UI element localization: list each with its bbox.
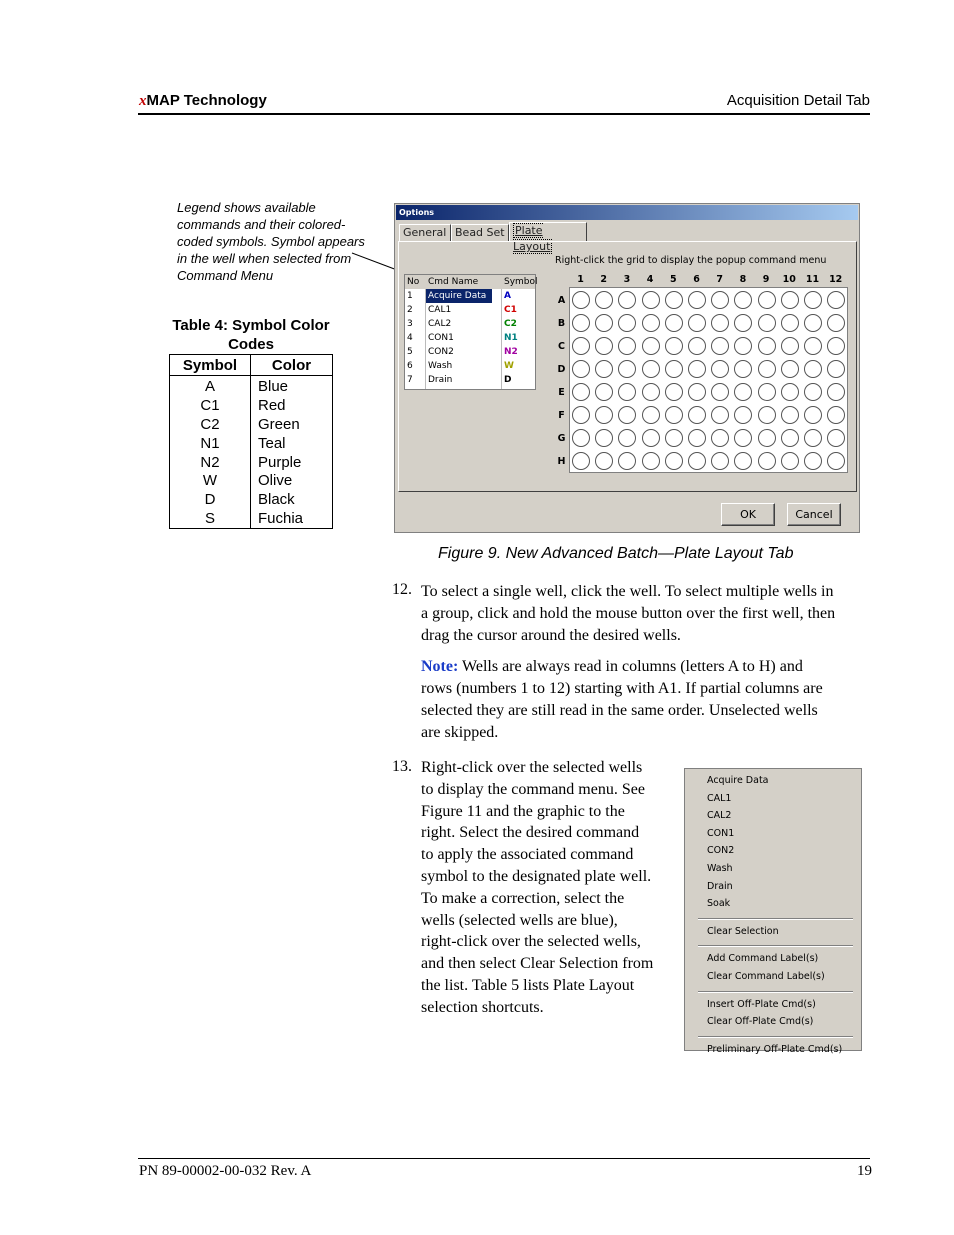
plate-well[interactable] <box>688 406 706 424</box>
plate-well[interactable] <box>804 337 822 355</box>
plate-well[interactable] <box>688 314 706 332</box>
plate-well[interactable] <box>642 429 660 447</box>
command-name: Acquire Data <box>426 289 492 303</box>
command-name: CON2 <box>428 347 454 357</box>
command-number: 7 <box>407 375 413 385</box>
note-line <box>421 678 823 700</box>
color-cell: Fuchia <box>258 509 304 527</box>
table-row <box>170 416 333 435</box>
plate-well[interactable] <box>642 452 660 470</box>
command-number: 2 <box>407 305 413 315</box>
command-symbol: N1 <box>504 333 518 343</box>
color-cell: Purple <box>258 453 302 471</box>
plate-well[interactable] <box>758 452 776 470</box>
text-line: selection shortcuts. <box>421 998 544 1016</box>
plate-well[interactable] <box>804 314 822 332</box>
command-number: 6 <box>407 361 413 371</box>
plate-column-header[interactable]: 1 <box>577 274 584 285</box>
command-symbol: N2 <box>504 347 518 357</box>
command-number: 4 <box>407 333 413 343</box>
command-number: 1 <box>407 291 413 301</box>
plate-row-header[interactable]: B <box>557 318 566 329</box>
table-row <box>170 376 333 397</box>
command-legend-list[interactable] <box>404 274 536 390</box>
plate-well[interactable] <box>804 360 822 378</box>
command-symbol: W <box>504 361 514 371</box>
menu-item[interactable]: CON2 <box>707 845 735 857</box>
plate-column-header[interactable]: 9 <box>762 274 770 285</box>
plate-well[interactable] <box>642 383 660 401</box>
text-line: a group, click and hold the mouse button over the first well, then <box>421 605 836 622</box>
command-number: 3 <box>407 319 413 329</box>
plate-well[interactable] <box>758 406 776 424</box>
table-row <box>170 453 333 472</box>
note-paragraph <box>421 656 823 744</box>
note-line <box>421 700 823 722</box>
command-name: CAL1 <box>428 305 452 315</box>
tab-general[interactable]: General <box>399 224 451 241</box>
note-text: rows (numbers 1 to 12) starting with A1. If partial columns are <box>421 680 823 697</box>
tab-bead-set[interactable]: Bead Set <box>451 224 509 241</box>
plate-well[interactable] <box>665 406 683 424</box>
plate-grid-background <box>569 287 848 473</box>
plate-well[interactable] <box>688 383 706 401</box>
command-list-row[interactable] <box>405 345 535 359</box>
text-line: symbol to the designated plate well. <box>421 867 652 885</box>
plate-well[interactable] <box>804 406 822 424</box>
symbol-cell: N1 <box>170 434 251 453</box>
command-list-row[interactable] <box>405 289 535 303</box>
menu-item[interactable]: Wash <box>707 863 733 874</box>
menu-item[interactable]: Clear Command Label(s) <box>707 971 825 982</box>
list-header-cmd-name: Cmd Name <box>428 277 479 287</box>
plate-row-header[interactable]: A <box>557 295 566 306</box>
plate-well[interactable] <box>572 452 590 470</box>
ok-button[interactable]: OK <box>721 503 775 526</box>
symbol-cell: N2 <box>170 453 251 472</box>
command-list-row[interactable] <box>405 317 535 331</box>
plate-well[interactable] <box>665 452 683 470</box>
plate-well[interactable] <box>642 360 660 378</box>
menu-separator <box>698 991 853 993</box>
menu-item[interactable]: Soak <box>707 898 731 910</box>
table-header-symbol: Symbol <box>170 355 251 376</box>
list-header-symbol: Symbol <box>504 277 538 287</box>
menu-item[interactable]: Preliminary Off-Plate Cmd(s) <box>707 1043 843 1055</box>
tab-plate-layout[interactable] <box>509 222 587 253</box>
text-line: Figure 11 and the graphic to the <box>421 802 625 820</box>
plate-well[interactable] <box>781 383 799 401</box>
step-13-number: 13. <box>392 758 412 775</box>
plate-column-header[interactable]: 12 <box>829 274 843 285</box>
command-number: 5 <box>407 347 413 357</box>
plate-well[interactable] <box>572 314 590 332</box>
plate-row-header[interactable]: F <box>558 410 565 421</box>
plate-well[interactable] <box>665 337 683 355</box>
header-section-title: Acquisition Detail Tab <box>726 92 870 109</box>
plate-column-header[interactable]: 11 <box>805 274 820 285</box>
plate-well[interactable] <box>758 383 776 401</box>
plate-well[interactable] <box>572 383 590 401</box>
table-row <box>170 397 333 416</box>
step-13-text <box>421 757 653 1019</box>
note-line <box>421 656 823 678</box>
plate-row-header[interactable]: E <box>558 387 565 398</box>
plate-row-header[interactable]: H <box>557 456 566 467</box>
command-symbol: C1 <box>504 305 517 315</box>
menu-item[interactable]: Clear Off-Plate Cmd(s) <box>707 1016 814 1028</box>
plate-column-header[interactable]: 10 <box>782 274 796 285</box>
plate-well[interactable] <box>781 314 799 332</box>
plate-well[interactable] <box>804 452 822 470</box>
table-row <box>170 472 333 491</box>
plate-well[interactable] <box>781 337 799 355</box>
command-name: CON1 <box>428 333 454 343</box>
footer-rule <box>138 1158 870 1159</box>
command-symbol: A <box>504 291 511 301</box>
plate-well[interactable] <box>665 314 683 332</box>
text-line: To make a correction, select the <box>421 889 625 907</box>
plate-well[interactable] <box>804 429 822 447</box>
plate-well[interactable] <box>665 383 683 401</box>
cancel-button[interactable]: Cancel <box>787 503 841 526</box>
step-12-text <box>421 581 835 647</box>
text-line: to display the command menu. See <box>421 780 645 798</box>
table-header-color: Color <box>251 355 333 376</box>
brand-x: x <box>139 93 147 109</box>
plate-well[interactable] <box>688 337 706 355</box>
plate-well[interactable] <box>758 360 776 378</box>
color-cell: Green <box>258 415 300 433</box>
command-list-row[interactable] <box>405 331 535 345</box>
menu-item[interactable]: Drain <box>707 880 733 892</box>
note-text: Wells are always read in columns (letters A to H) and <box>458 658 803 675</box>
plate-well[interactable] <box>758 291 776 309</box>
command-symbol: D <box>504 375 512 385</box>
symbol-color-table <box>169 354 333 529</box>
menu-item[interactable]: Acquire Data <box>707 775 769 786</box>
footer-part-number: PN 89-00002-00-032 Rev. A <box>139 1163 312 1179</box>
plate-well[interactable] <box>781 360 799 378</box>
command-list-row[interactable] <box>405 359 535 373</box>
plate-well[interactable] <box>688 429 706 447</box>
plate-well[interactable] <box>572 429 590 447</box>
plate-column-header[interactable]: 8 <box>739 274 747 285</box>
plate-well[interactable] <box>572 406 590 424</box>
plate-well[interactable] <box>804 383 822 401</box>
command-name: CAL2 <box>428 319 452 329</box>
plate-well[interactable] <box>665 429 683 447</box>
color-cell: Red <box>258 397 286 415</box>
text-line: and then select Clear Selection from <box>421 955 654 973</box>
header-rule <box>138 113 870 115</box>
plate-well[interactable] <box>688 291 706 309</box>
text-line: wells (selected wells are blue), <box>421 911 618 929</box>
text-line: the list. Table 5 lists Plate Layout <box>421 976 635 994</box>
note-text: are skipped. <box>421 724 499 741</box>
command-name: Wash <box>428 361 453 371</box>
table-row <box>170 510 333 529</box>
table-caption: Table 4: Symbol Color Codes <box>172 317 330 353</box>
plate-column-header[interactable]: 7 <box>716 274 723 285</box>
plate-well[interactable] <box>665 360 683 378</box>
plate-well[interactable] <box>781 406 799 424</box>
plate-well[interactable] <box>688 452 706 470</box>
plate-grid[interactable] <box>555 273 848 473</box>
symbol-cell: D <box>170 491 251 510</box>
options-dialog <box>394 203 860 533</box>
plate-column-header[interactable]: 6 <box>693 274 700 285</box>
note-label: Note: <box>421 658 459 675</box>
grid-hint-text: Right-click the grid to display the popup command menu <box>555 255 827 266</box>
color-cell: Blue <box>258 378 289 396</box>
table-row <box>170 434 333 453</box>
color-cell: Teal <box>258 434 286 452</box>
plate-column-header[interactable]: 2 <box>600 274 607 285</box>
menu-item[interactable]: CAL1 <box>707 792 732 804</box>
plate-well[interactable] <box>665 291 683 309</box>
plate-well[interactable] <box>688 360 706 378</box>
plate-well[interactable] <box>572 291 590 309</box>
symbol-cell: A <box>170 376 251 397</box>
menu-separator <box>698 945 853 947</box>
plate-well[interactable] <box>781 291 799 309</box>
text-line: To select a single well, click the well. To select multiple wells in <box>421 583 834 600</box>
note-text: selected they are still read in the same order. Unselected wells <box>421 702 818 719</box>
color-cell: Black <box>258 491 295 509</box>
plate-well[interactable] <box>804 291 822 309</box>
list-header-row <box>405 275 538 289</box>
command-list-row[interactable] <box>405 373 535 387</box>
plate-row-header[interactable]: G <box>557 433 566 444</box>
plate-column-header[interactable]: 5 <box>669 274 677 285</box>
plate-well[interactable] <box>572 337 590 355</box>
menu-separator <box>698 1036 853 1038</box>
text-line: to apply the associated command <box>421 846 634 864</box>
menu-item[interactable]: Add Command Label(s) <box>707 953 819 965</box>
legend-callout: Legend shows available commands and their colored-coded symbols. Symbol appears in the well when selected from Command Menu <box>177 200 365 283</box>
plate-command-context-menu <box>684 768 862 1055</box>
note-line <box>421 722 823 744</box>
command-list-row[interactable] <box>405 303 535 317</box>
symbol-cell: W <box>170 472 251 491</box>
plate-well[interactable] <box>758 337 776 355</box>
text-line: Right-click over the selected wells <box>421 759 643 776</box>
command-symbol: C2 <box>504 319 517 329</box>
plate-column-header[interactable]: 4 <box>646 274 654 285</box>
plate-well[interactable] <box>642 406 660 424</box>
symbol-cell: C1 <box>170 397 251 416</box>
plate-well[interactable] <box>642 314 660 332</box>
text-line: drag the cursor around the desired wells. <box>421 627 681 644</box>
text-line: right. Select the desired command <box>421 824 640 842</box>
menu-item[interactable]: Clear Selection <box>707 925 779 937</box>
step-12-number: 12. <box>392 581 412 598</box>
plate-well[interactable] <box>758 314 776 332</box>
header-brand <box>139 92 267 110</box>
plate-well[interactable] <box>642 291 660 309</box>
brand-name: MAP Technology <box>146 92 267 109</box>
plate-well[interactable] <box>781 429 799 447</box>
symbol-cell: S <box>170 510 251 529</box>
dialog-titlebar: Options <box>396 205 858 220</box>
table-row <box>170 491 333 510</box>
plate-well[interactable] <box>781 452 799 470</box>
tab-plate-layout-label: Plate Layout <box>513 224 551 253</box>
command-name: Drain <box>428 375 453 385</box>
menu-separator <box>698 918 853 920</box>
list-header-no: No <box>407 277 420 287</box>
symbol-cell: C2 <box>170 416 251 435</box>
figure-caption: Figure 9. New Advanced Batch—Plate Layout Tab <box>438 545 794 562</box>
color-cell: Olive <box>258 472 293 490</box>
plate-row-header[interactable]: C <box>558 341 565 352</box>
plate-well[interactable] <box>572 360 590 378</box>
plate-well[interactable] <box>758 429 776 447</box>
footer-page-number: 19 <box>857 1163 872 1179</box>
menu-item[interactable]: CON1 <box>707 827 735 839</box>
plate-column-header[interactable]: 3 <box>623 274 631 285</box>
menu-item[interactable]: CAL2 <box>707 810 732 822</box>
text-line: right-click over the selected wells, <box>421 933 641 951</box>
plate-row-header[interactable]: D <box>557 364 566 375</box>
menu-item[interactable]: Insert Off-Plate Cmd(s) <box>707 998 816 1010</box>
plate-well[interactable] <box>642 337 660 355</box>
